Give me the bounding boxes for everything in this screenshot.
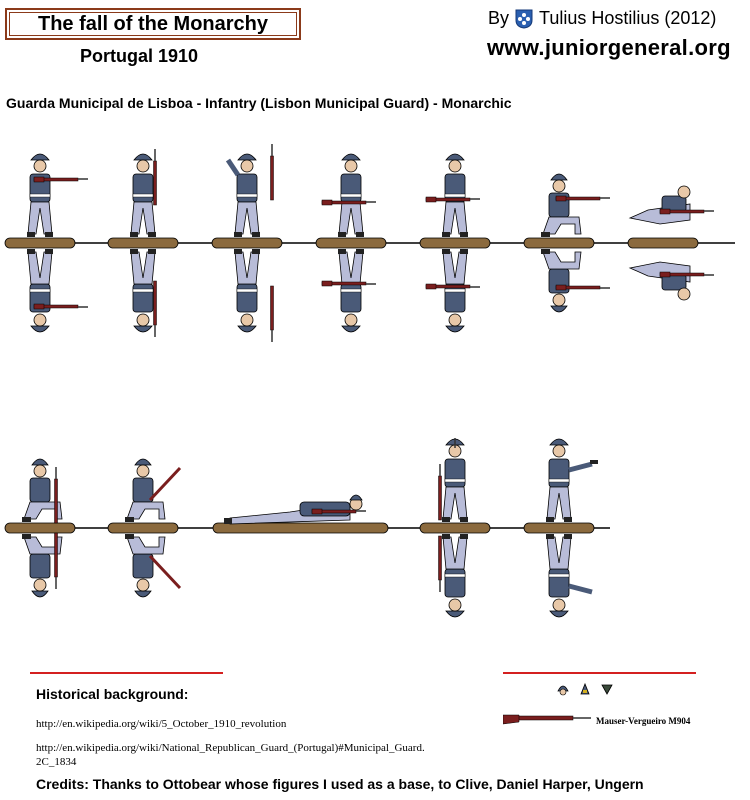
figure-aiming-1 bbox=[27, 154, 88, 237]
figure-prone-firing bbox=[224, 495, 366, 524]
divider-right bbox=[503, 672, 696, 674]
figure-advancing bbox=[322, 154, 376, 237]
figure-attention bbox=[439, 438, 469, 522]
page-title: The fall of the Monarchy bbox=[9, 12, 297, 36]
hat-icon bbox=[600, 682, 614, 696]
helmet-icon bbox=[556, 682, 570, 696]
section-title: Guarda Municipal de Lisboa - Infantry (Lisbon Municipal Guard) - Monarchic bbox=[6, 95, 512, 111]
shako-icon bbox=[578, 682, 592, 696]
row1-mirrored-figures bbox=[27, 249, 714, 342]
figure-kneel-aim bbox=[541, 174, 610, 237]
figure-port-arms bbox=[426, 154, 480, 237]
figure-kneel-loading bbox=[125, 459, 180, 522]
legend-icons bbox=[556, 682, 614, 696]
figure-running bbox=[630, 186, 714, 224]
row1-bases bbox=[5, 238, 698, 248]
link-revolution[interactable]: http://en.wikipedia.org/wiki/5_October_1910_revolution bbox=[36, 718, 287, 730]
figure-shoulder-arms bbox=[130, 149, 157, 237]
figure-kneel-ready bbox=[22, 459, 62, 523]
by-label: By bbox=[488, 8, 510, 28]
row2-mirrored-figures bbox=[22, 533, 592, 617]
historical-title: Historical background: bbox=[36, 686, 189, 702]
link-republican-guard-cont[interactable]: 2C_1834 bbox=[36, 756, 77, 768]
author-name: Tulius Hostilius (2012) bbox=[539, 8, 717, 28]
page-subtitle: Portugal 1910 bbox=[80, 46, 199, 66]
link-republican-guard[interactable]: http://en.wikipedia.org/wiki/National_Republican_Guard_(Portugal)#Municipal_Guard. bbox=[36, 742, 425, 754]
credits: Credits: Thanks to Ottobear whose figures I used as a base, to Clive, Daniel Harper, Ungern bbox=[36, 776, 644, 792]
website-url[interactable]: www.juniorgeneral.org bbox=[487, 35, 731, 60]
rifle-label: Mauser-Vergueiro M904 bbox=[596, 716, 691, 726]
figure-officer-pistol bbox=[546, 439, 598, 522]
divider-left bbox=[30, 672, 223, 674]
mauser-rifle-icon bbox=[503, 712, 593, 726]
figure-raised-arm bbox=[228, 144, 274, 237]
